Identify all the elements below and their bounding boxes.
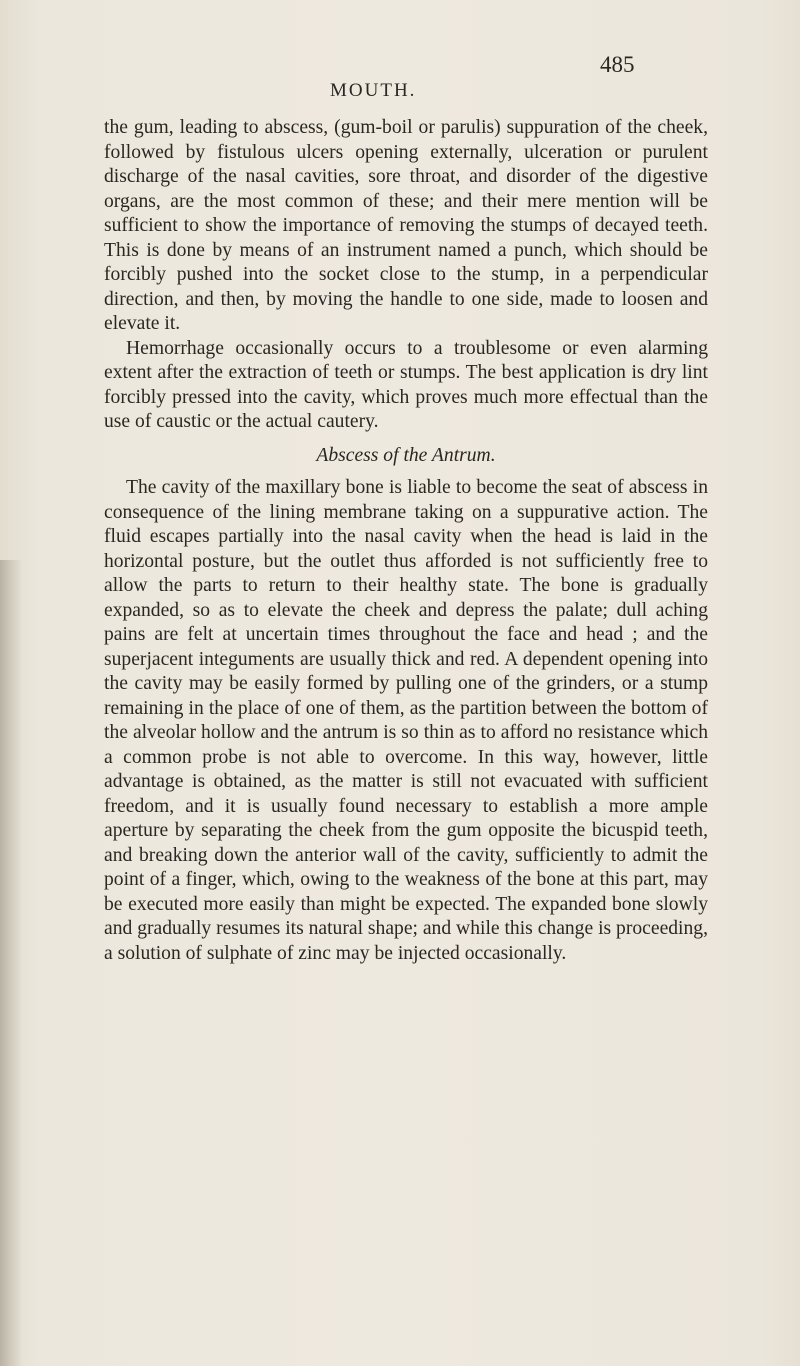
running-head: MOUTH. xyxy=(330,80,417,101)
paragraph: Hemorrhage occasionally occurs to a troublesome or even alarming extent after the extraction of teeth or stumps. The best application is dry lint forcibly pressed into the cavity, which proves much more effectual than the use of caustic or the actual cautery. xyxy=(104,337,708,432)
page-number: 485 xyxy=(600,52,635,77)
page-header xyxy=(0,52,800,101)
section-heading: Abscess of the Antrum. xyxy=(316,444,496,466)
paragraph: The cavity of the maxillary bone is liable to become the seat of abscess in consequence of the lining membrane taking on a suppurative action. The fluid escapes partially into the nasal cavity when the head is laid in the horizontal posture, but the outlet thus afforded is not sufficiently free to allow the parts to return to their healthy state. The bone is gradually expanded, so as to elevate the cheek and depress the palate; dull aching pains are felt at uncertain times throughout the face and head ; and the superjacent integuments are usually thick and red. A dependent opening into the cavity may be easily formed by pulling one of the grinders, or a stump remaining in the place of one of them, as the partition between the bottom of the alveolar hollow and the antrum is so thin as to afford no resistance which a common probe is not able to overcome. In this way, however, little advantage is obtained, as the matter is still not evacuated with sufficient freedom, and it is usually found necessary to establish a more ample aperture by separating the cheek from the gum opposite the bicuspid teeth, and breaking down the anterior wall of the cavity, sufficiently to admit the point of a finger, which, owing to the weakness of the bone at this part, may be executed more easily than might be expected. The expanded bone slowly and gradually resumes its natural shape; and while this change is proceeding, a solution of sulphate of zinc may be injected occasionally. xyxy=(104,477,708,964)
page-gutter-shadow xyxy=(0,560,22,1366)
body-text xyxy=(104,116,708,966)
paragraph: the gum, leading to abscess, (gum-boil or parulis) suppuration of the cheek, followed by fistulous ulcers opening externally, ulceration or purulent discharge of the nasal cavities, sore throat, and disorder of the digestive organs, are the most common of these; and their mere mention will be sufficient to show the importance of removing the stumps of decayed teeth. This is done by means of an instrument named a punch, which should be forcibly pushed into the socket close to the stump, in a perpendicular direction, and then, by moving the handle to one side, made to loosen and elevate it. xyxy=(104,117,708,334)
